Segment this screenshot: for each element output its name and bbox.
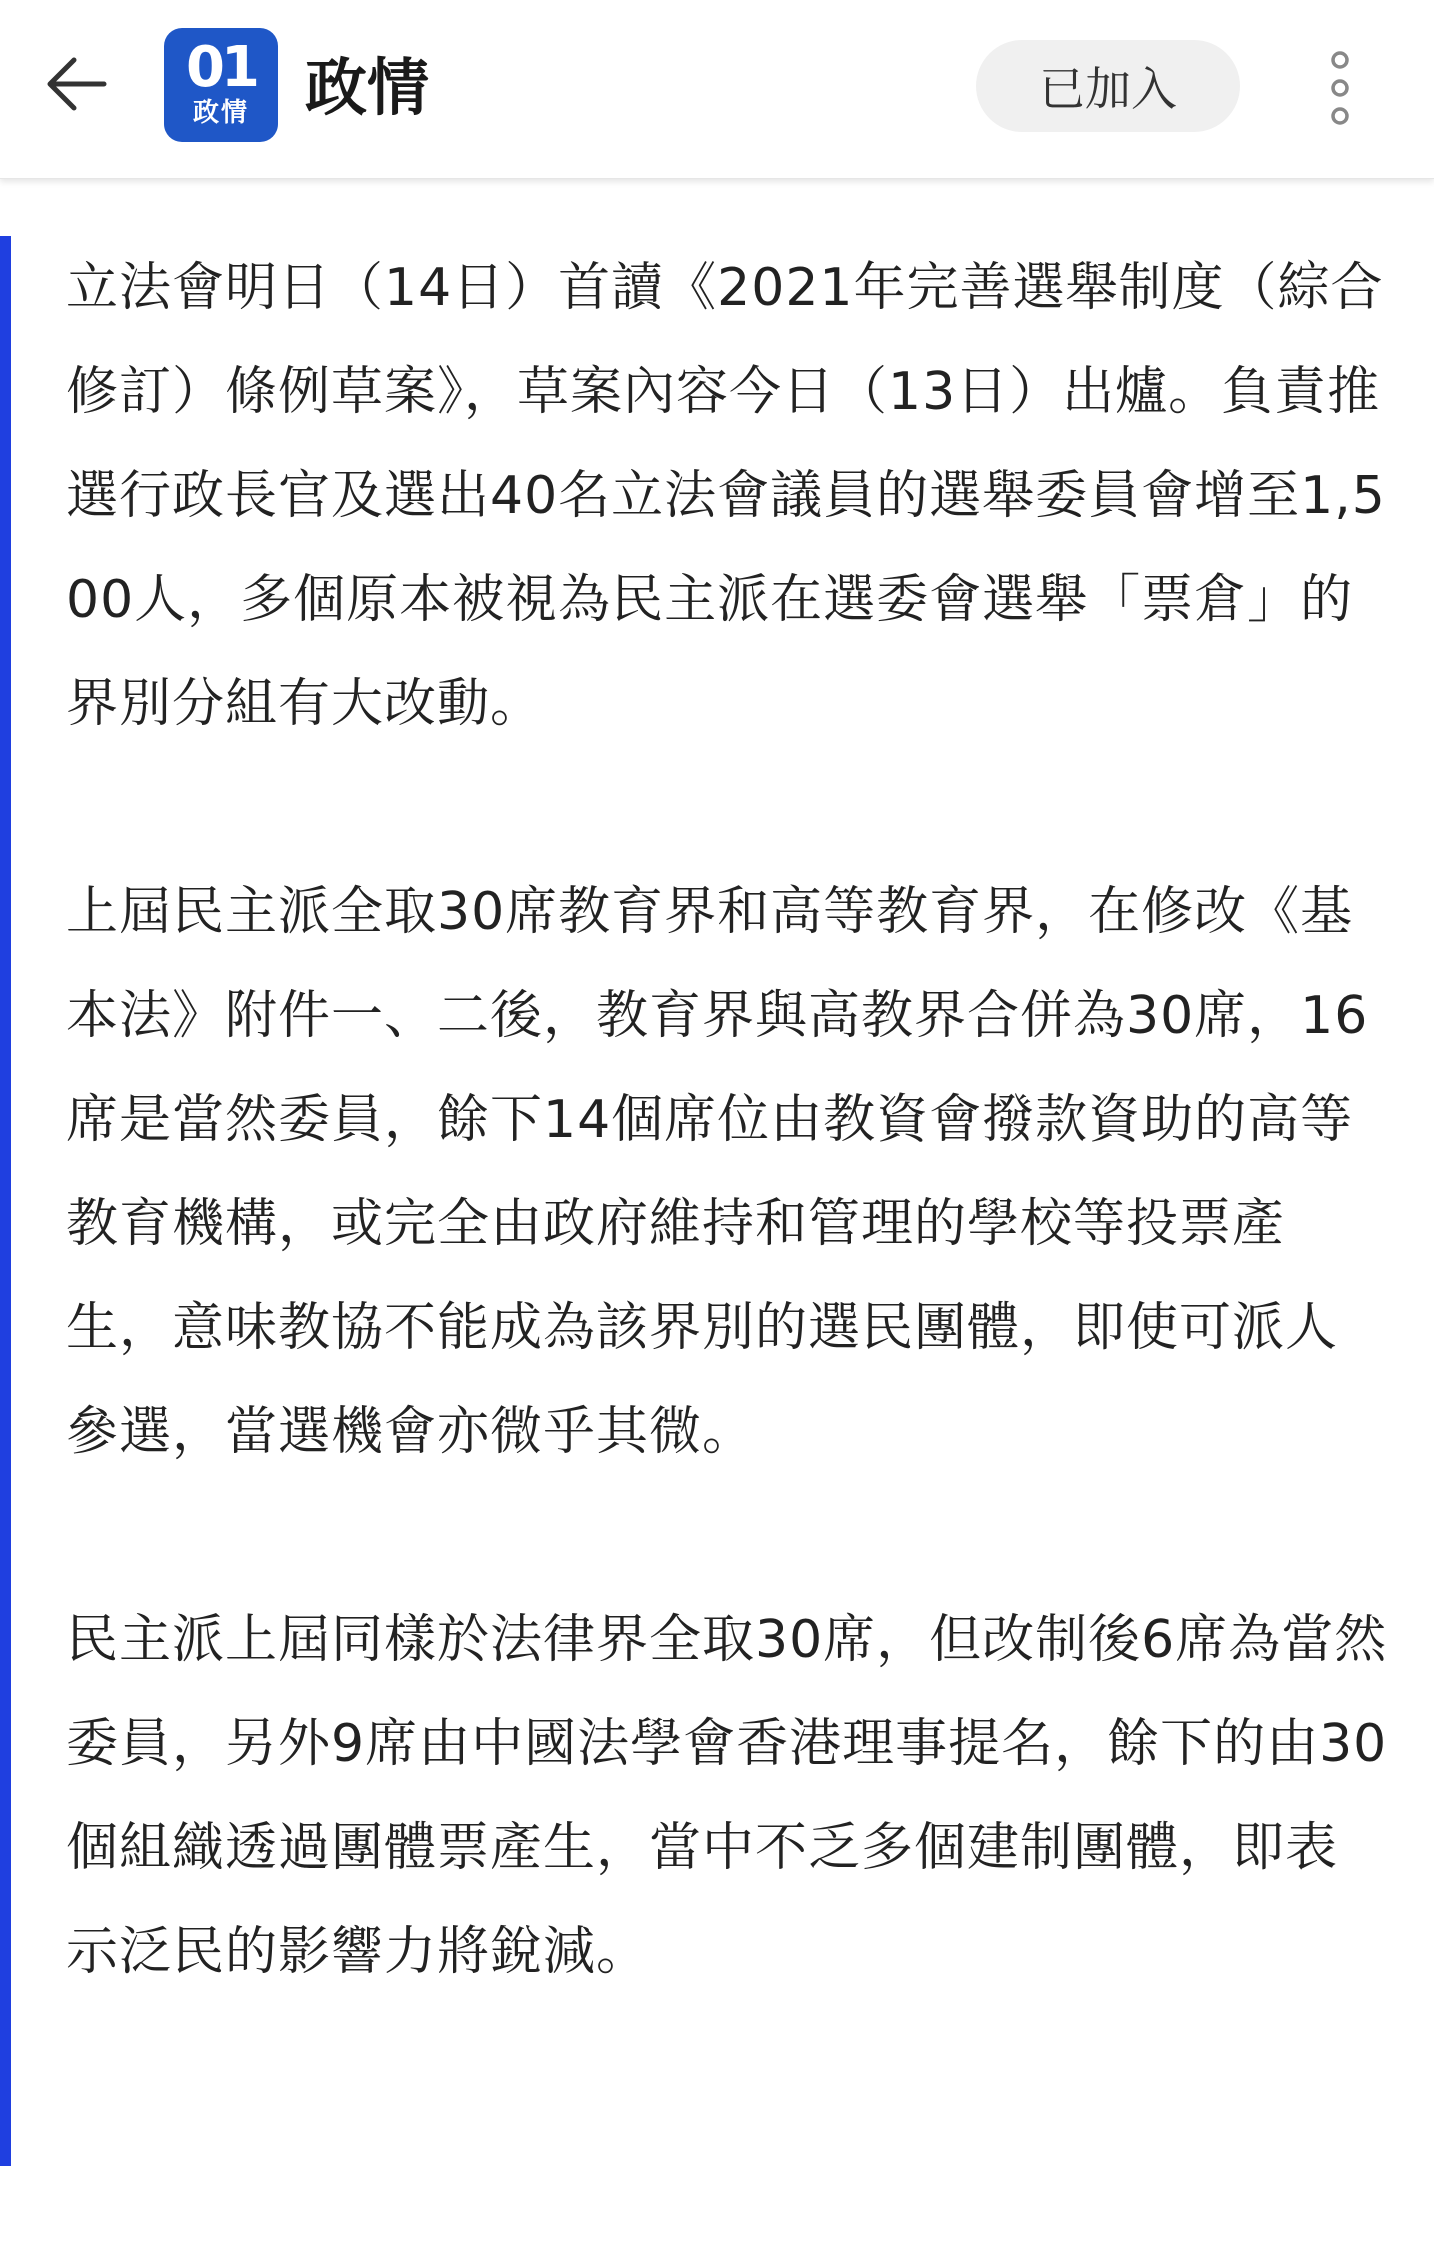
more-button[interactable] bbox=[1310, 42, 1370, 134]
joined-button[interactable]: 已加入 bbox=[976, 40, 1240, 132]
article-paragraph-2: 上屆民主派全取30席教育界和高等教育界，在修改《基本法》附件一、二後，教育界與高教界合併為30席，16席是當然委員，餘下14個席位由教資會撥款資助的高等教育機構，或完全由政府維持和管理的學校等投票產生，意味教協不能成為該界別的選民團體，即使可派人參選，當選機會亦微乎其微。 bbox=[66, 882, 1369, 1462]
article-paragraph-1: 立法會明日（14日）首讀《2021年完善選舉制度（綜合修訂）條例草案》，草案內容今日（13日）出爐。負責推選行政長官及選出40名立法會議員的選舉委員會增至1,500人，多個原本被視為民主派在選委會選舉「票倉」的界別分組有大改動。 bbox=[66, 258, 1386, 734]
logo-sub-text: 政情 bbox=[192, 98, 249, 128]
logo-main-text: 01 bbox=[186, 35, 256, 100]
article-accent-bar bbox=[0, 236, 11, 2166]
article-text bbox=[66, 236, 1390, 2108]
app-bar bbox=[0, 0, 1434, 179]
back-button[interactable] bbox=[36, 42, 120, 126]
channel-title: 政情 bbox=[305, 51, 430, 124]
channel-logo bbox=[164, 28, 278, 142]
more-vertical-icon bbox=[1325, 48, 1355, 128]
article-body bbox=[0, 236, 1434, 2166]
arrow-left-icon bbox=[42, 48, 114, 120]
article-paragraph-3: 民主派上屆同樣於法律界全取30席，但改制後6席為當然委員，另外9席由中國法學會香港理事提名，餘下的由30個組織透過團體票產生，當中不乏多個建制團體，即表示泛民的影響力將銳減。 bbox=[66, 1610, 1388, 1982]
